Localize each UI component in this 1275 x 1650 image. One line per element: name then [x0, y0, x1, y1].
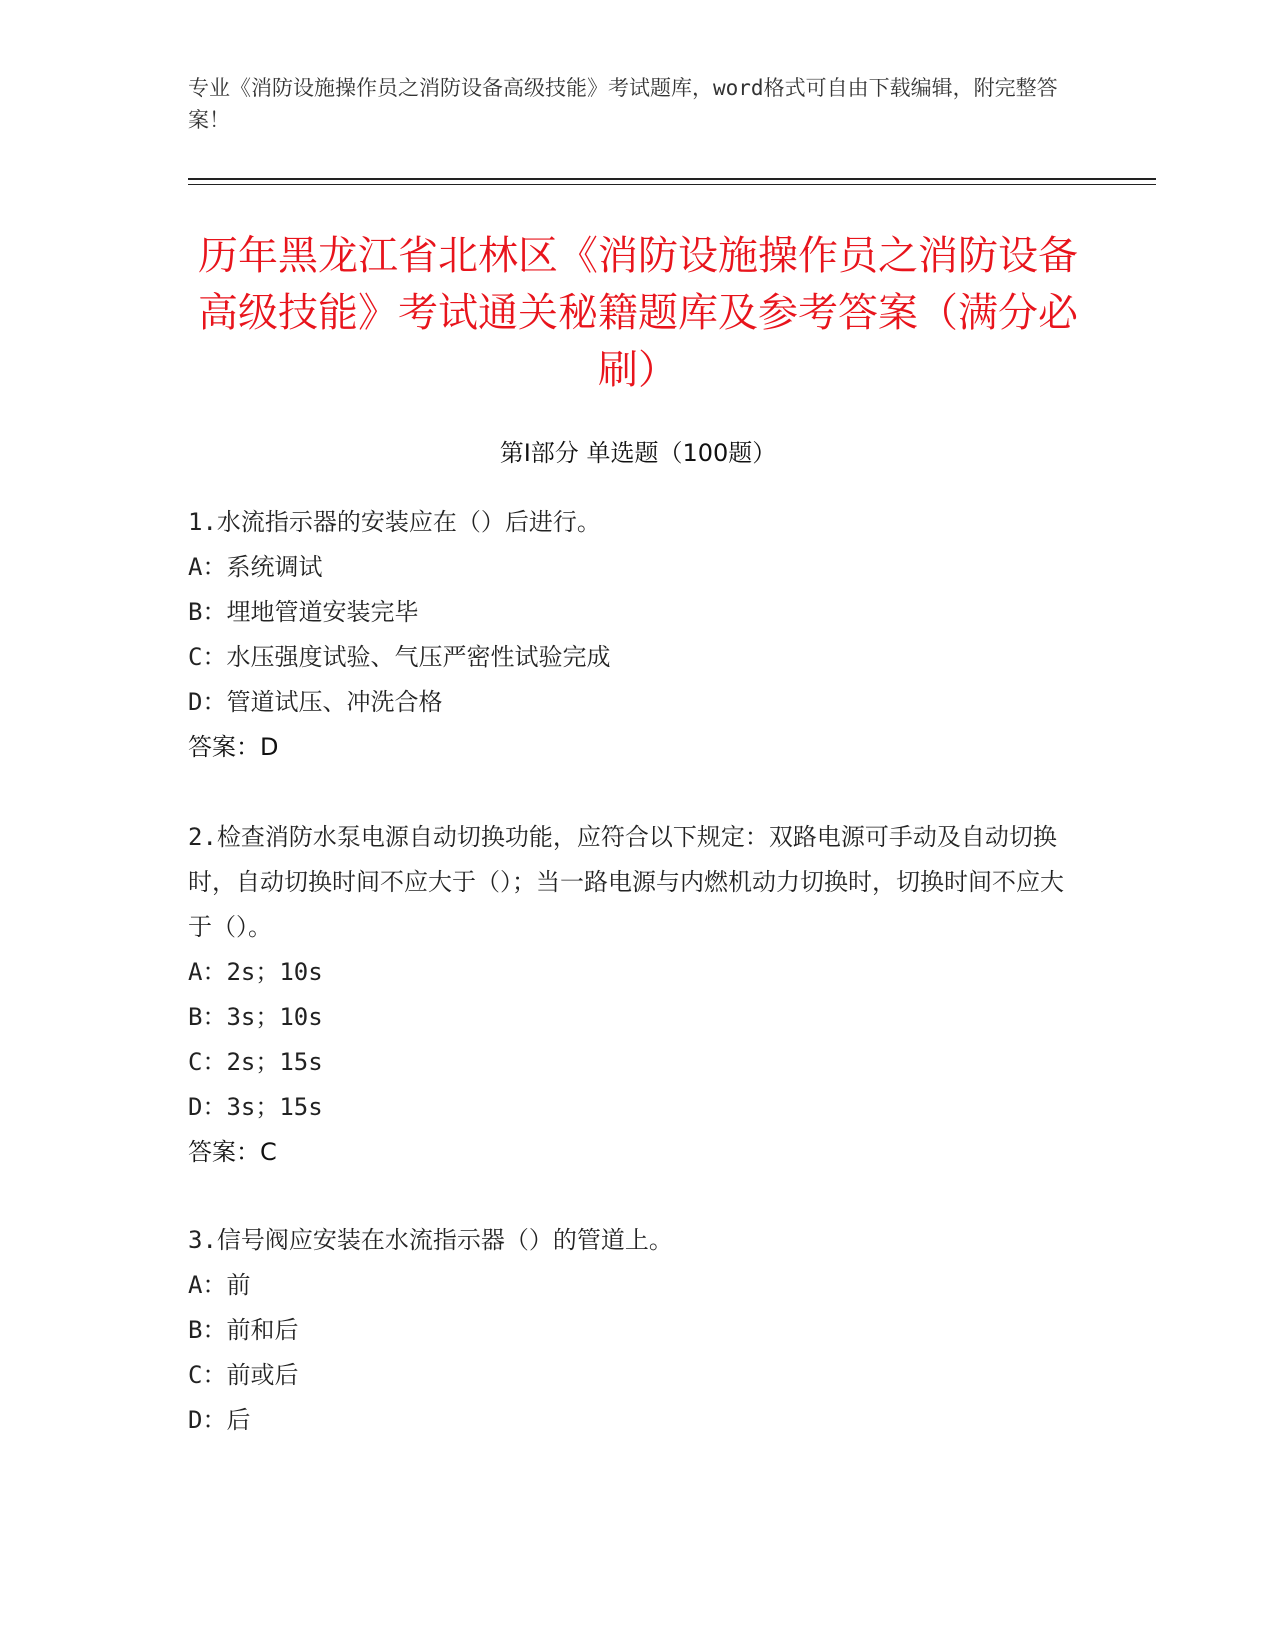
document-title: 历年黑龙江省北林区《消防设施操作员之消防设备高级技能》考试通关秘籍题库及参考答案（满分必刷） — [198, 233, 1078, 393]
option-c: C：2s；15s — [188, 1048, 323, 1076]
option-b: B：埋地管道安装完毕 — [188, 598, 419, 626]
question-2 — [188, 815, 1068, 1175]
option-b: B：3s；10s — [188, 1003, 323, 1031]
option-c: C：前或后 — [188, 1361, 299, 1389]
option-a: A：系统调试 — [188, 553, 323, 581]
option-a: A：前 — [188, 1271, 251, 1299]
section-heading: 第Ⅰ部分 单选题（100题） — [499, 439, 777, 467]
option-d: D：管道试压、冲洗合格 — [188, 688, 443, 716]
option-d: D：3s；15s — [188, 1093, 323, 1121]
question-3 — [188, 1218, 1068, 1443]
question-stem: 2.检查消防水泵电源自动切换功能，应符合以下规定：双路电源可手动及自动切换时，自动切换时间不应大于（）；当一路电源与内燃机动力切换时，切换时间不应大于（）。 — [188, 823, 1064, 941]
question-stem: 1.水流指示器的安装应在（）后进行。 — [188, 508, 601, 536]
header-divider-thick — [188, 178, 1156, 180]
question-stem: 3.信号阀应安装在水流指示器（）的管道上。 — [188, 1226, 673, 1254]
question-1 — [188, 500, 1068, 770]
header-divider-thin — [188, 184, 1156, 185]
header-note: 专业《消防设施操作员之消防设备高级技能》考试题库，word格式可自由下载编辑，附完整答案！ — [188, 76, 1058, 132]
option-c: C：水压强度试验、气压严密性试验完成 — [188, 643, 611, 671]
answer: 答案：C — [188, 1138, 277, 1166]
option-b: B：前和后 — [188, 1316, 299, 1344]
answer: 答案：D — [188, 733, 279, 761]
option-a: A：2s；10s — [188, 958, 323, 986]
option-d: D：后 — [188, 1406, 251, 1434]
